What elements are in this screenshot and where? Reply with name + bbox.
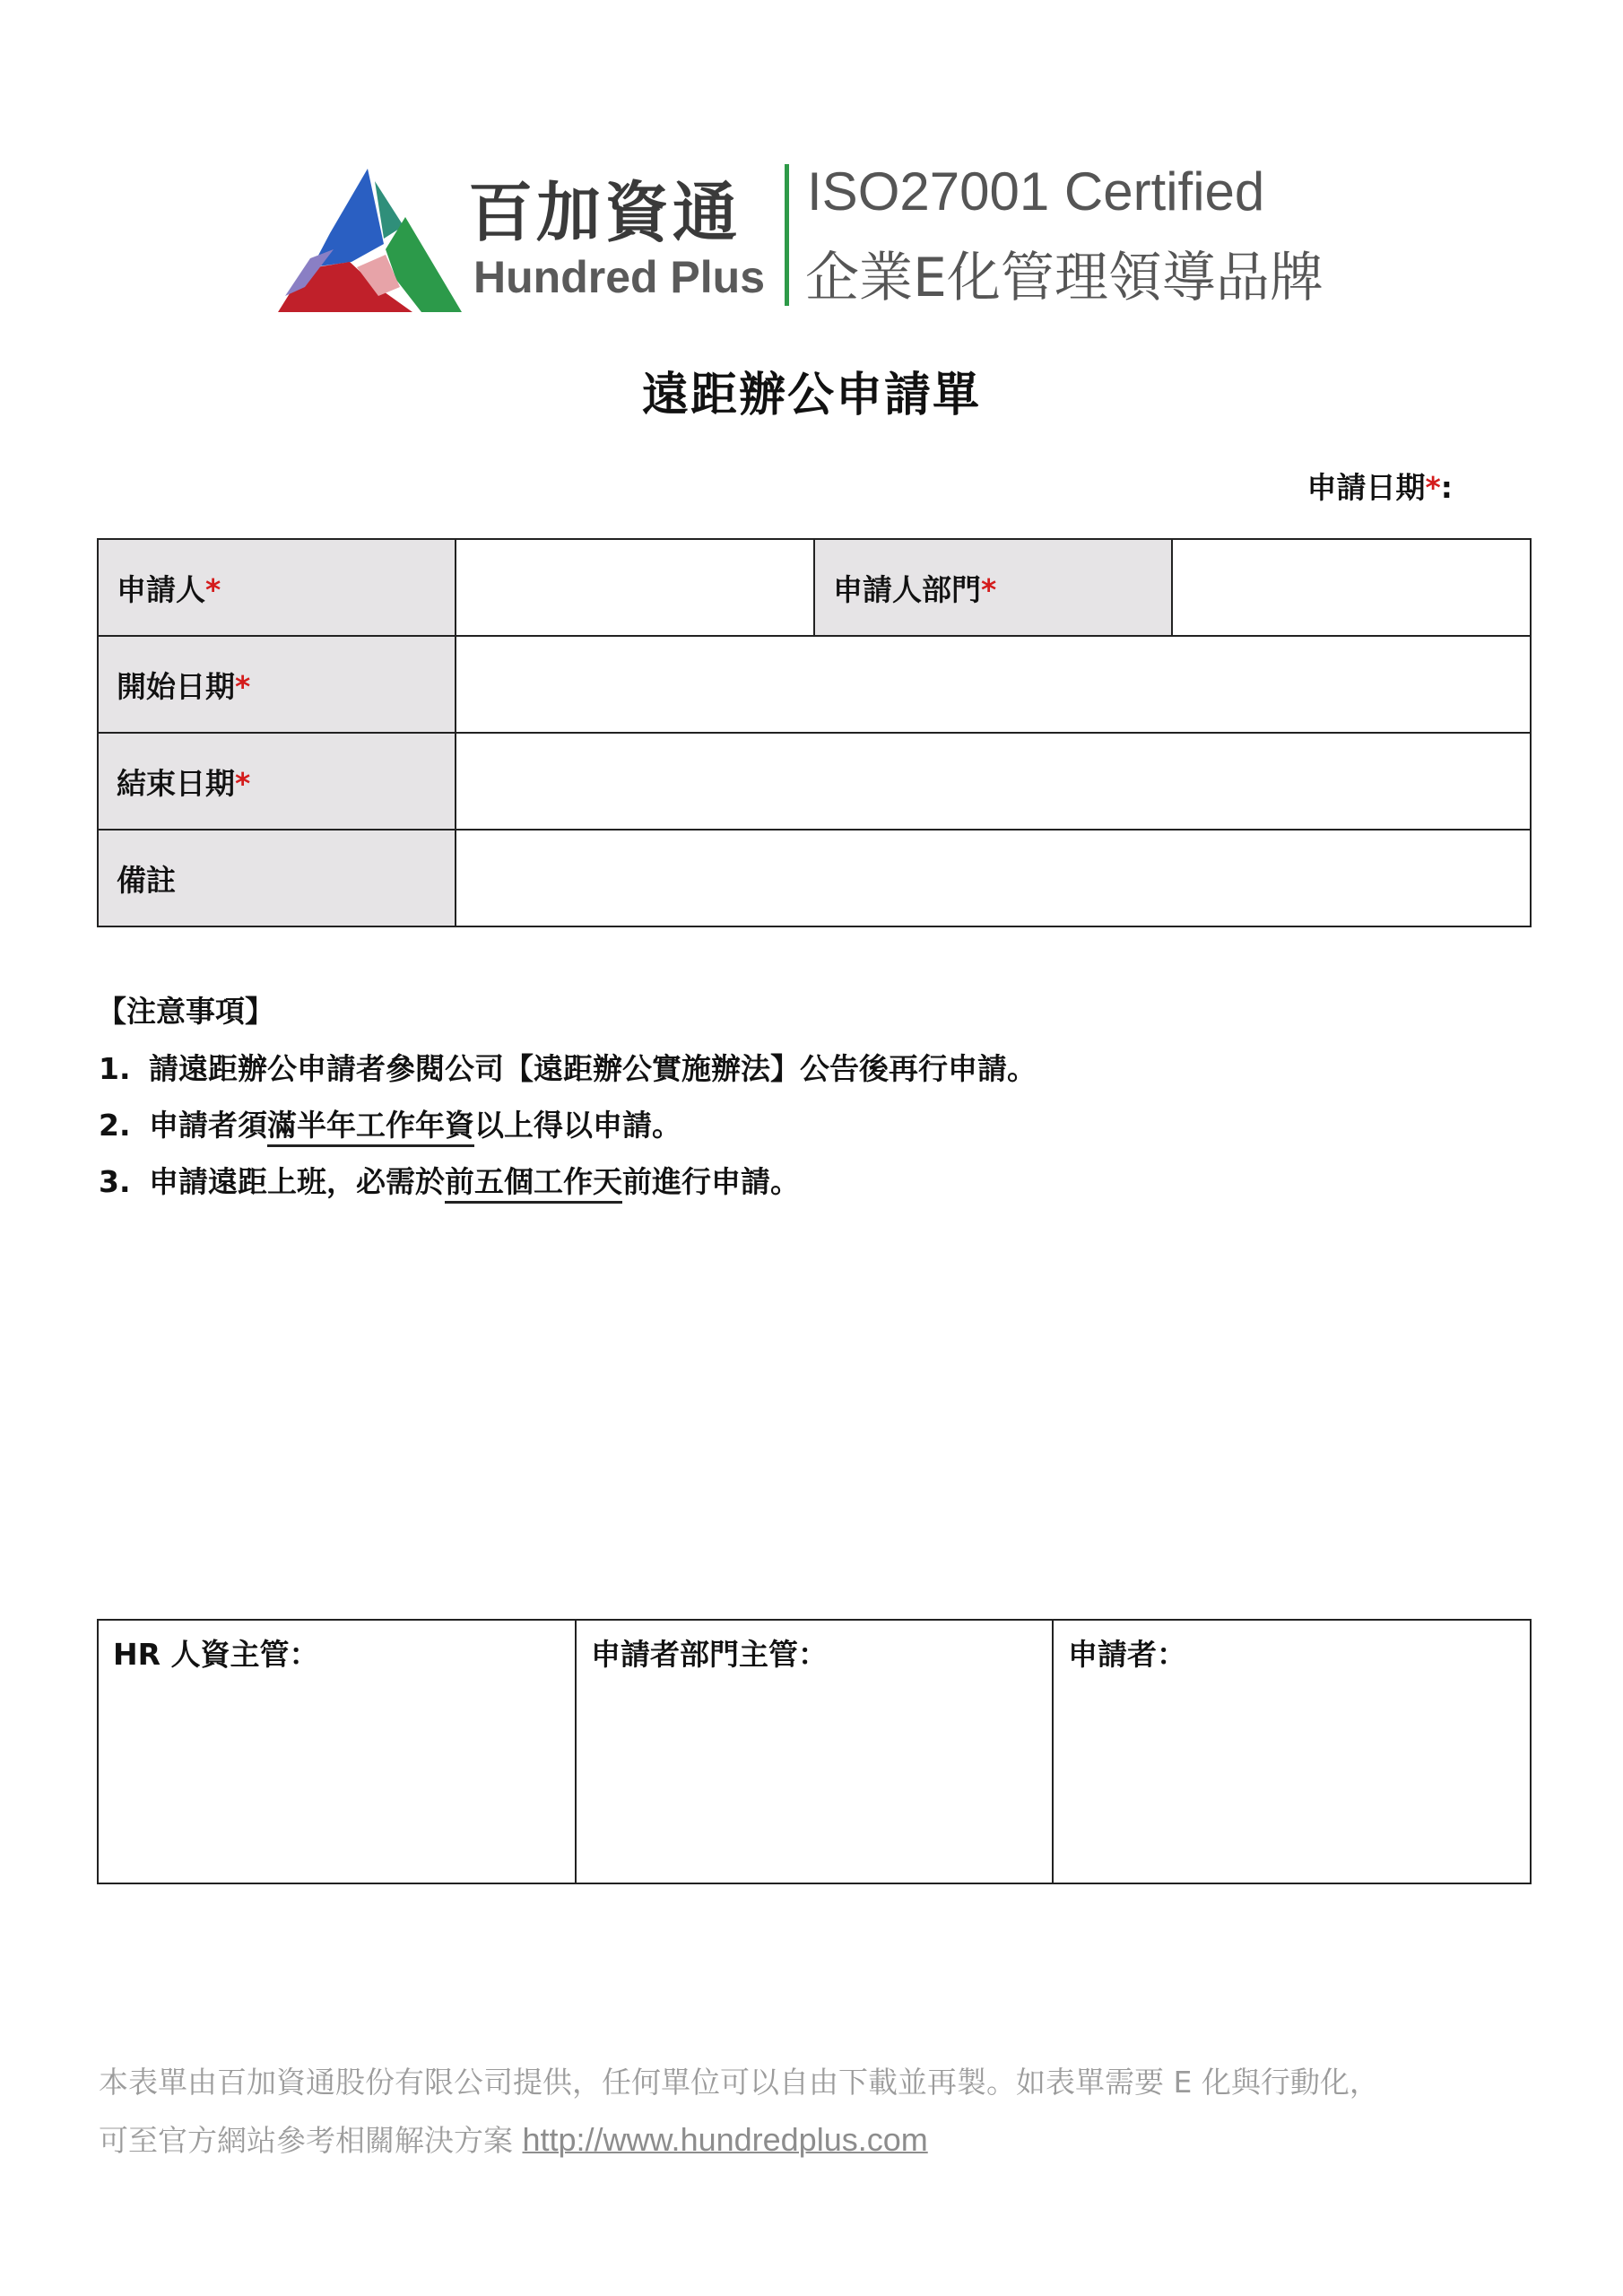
note-number: 3. bbox=[99, 1164, 131, 1199]
note-item bbox=[97, 1164, 1532, 1200]
footer-line-2 bbox=[99, 2111, 1551, 2170]
document-title: 遠距辦公申請單 bbox=[641, 369, 981, 422]
notes-title: 【注意事項】 bbox=[97, 994, 274, 1029]
hr-manager-label: HR 人資主管： bbox=[113, 1637, 319, 1672]
brand-name-chinese: 百加資通 bbox=[468, 175, 742, 250]
triangle-logo-icon bbox=[278, 161, 462, 318]
footer-line-1: 本表單由百加資通股份有限公司提供，任何單位可以自由下載並再製。如表單需要 E 化與行動化， bbox=[99, 2065, 1379, 2100]
signature-table bbox=[97, 1619, 1532, 1884]
department-input[interactable] bbox=[1172, 539, 1531, 636]
company-logo bbox=[278, 157, 1336, 327]
note-item bbox=[97, 1051, 1532, 1087]
note-number: 2. bbox=[99, 1108, 131, 1143]
start-date-input[interactable] bbox=[456, 636, 1531, 733]
applicant-label: 申請人 bbox=[117, 571, 205, 607]
applicant-input[interactable] bbox=[456, 539, 814, 636]
applicant-signature-box[interactable] bbox=[1053, 1620, 1531, 1883]
start-date-row bbox=[98, 636, 1531, 733]
start-date-label-cell bbox=[98, 636, 456, 733]
dept-manager-label: 申請者部門主管： bbox=[591, 1637, 828, 1672]
hr-manager-signature-box[interactable] bbox=[98, 1620, 576, 1883]
remarks-row bbox=[98, 830, 1531, 926]
note-text-before: 申請遠距上班，必需於 bbox=[149, 1164, 445, 1199]
note-text-underlined: 前五個工作天 bbox=[445, 1164, 622, 1204]
note-text-after: 前進行申請。 bbox=[622, 1164, 800, 1199]
footer-line-2-text: 可至官方網站參考相關解決方案 bbox=[99, 2123, 523, 2158]
required-mark: * bbox=[981, 571, 997, 607]
website-link[interactable]: http://www.hundredplus.com bbox=[522, 2121, 928, 2158]
note-item bbox=[97, 1108, 1532, 1144]
applicant-label-cell bbox=[98, 539, 456, 636]
department-label-cell bbox=[814, 539, 1172, 636]
apply-date-colon: : bbox=[1440, 470, 1453, 505]
remarks-label-cell bbox=[98, 830, 456, 926]
notes-section bbox=[97, 994, 1532, 1221]
note-text: 請遠距辦公申請者參閱公司【遠距辦公實施辦法】公告後再行申請。 bbox=[149, 1051, 1037, 1086]
footer bbox=[99, 2054, 1551, 2170]
required-mark: * bbox=[235, 668, 251, 704]
required-mark: * bbox=[1425, 470, 1441, 505]
applicant-signature-label: 申請者： bbox=[1068, 1637, 1186, 1672]
note-text-before: 申請者須 bbox=[149, 1108, 267, 1143]
note-text-after: 以上得以申請。 bbox=[474, 1108, 681, 1143]
note-number: 1. bbox=[99, 1051, 131, 1086]
remarks-label: 備註 bbox=[117, 862, 176, 898]
brand-name-english: Hundred Plus bbox=[473, 252, 766, 302]
end-date-input[interactable] bbox=[456, 733, 1531, 830]
start-date-label: 開始日期 bbox=[117, 668, 235, 704]
note-text-underlined: 滿半年工作年資 bbox=[267, 1108, 474, 1147]
department-label: 申請人部門 bbox=[833, 571, 981, 607]
application-form-table bbox=[97, 538, 1532, 927]
applicant-row bbox=[98, 539, 1531, 636]
required-mark: * bbox=[235, 765, 251, 801]
end-date-label: 結束日期 bbox=[117, 765, 235, 801]
end-date-label-cell bbox=[98, 733, 456, 830]
brand-slogan: 企業E化管理領導品牌 bbox=[805, 247, 1324, 309]
remarks-input[interactable] bbox=[456, 830, 1531, 926]
brand-certification: ISO27001 Certified bbox=[807, 161, 1265, 222]
apply-date-label: 申請日期 bbox=[1306, 470, 1426, 505]
brand-divider bbox=[785, 164, 789, 306]
required-mark: * bbox=[205, 571, 221, 607]
apply-date-field[interactable] bbox=[1307, 465, 1453, 507]
end-date-row bbox=[98, 733, 1531, 830]
dept-manager-signature-box[interactable] bbox=[576, 1620, 1053, 1883]
